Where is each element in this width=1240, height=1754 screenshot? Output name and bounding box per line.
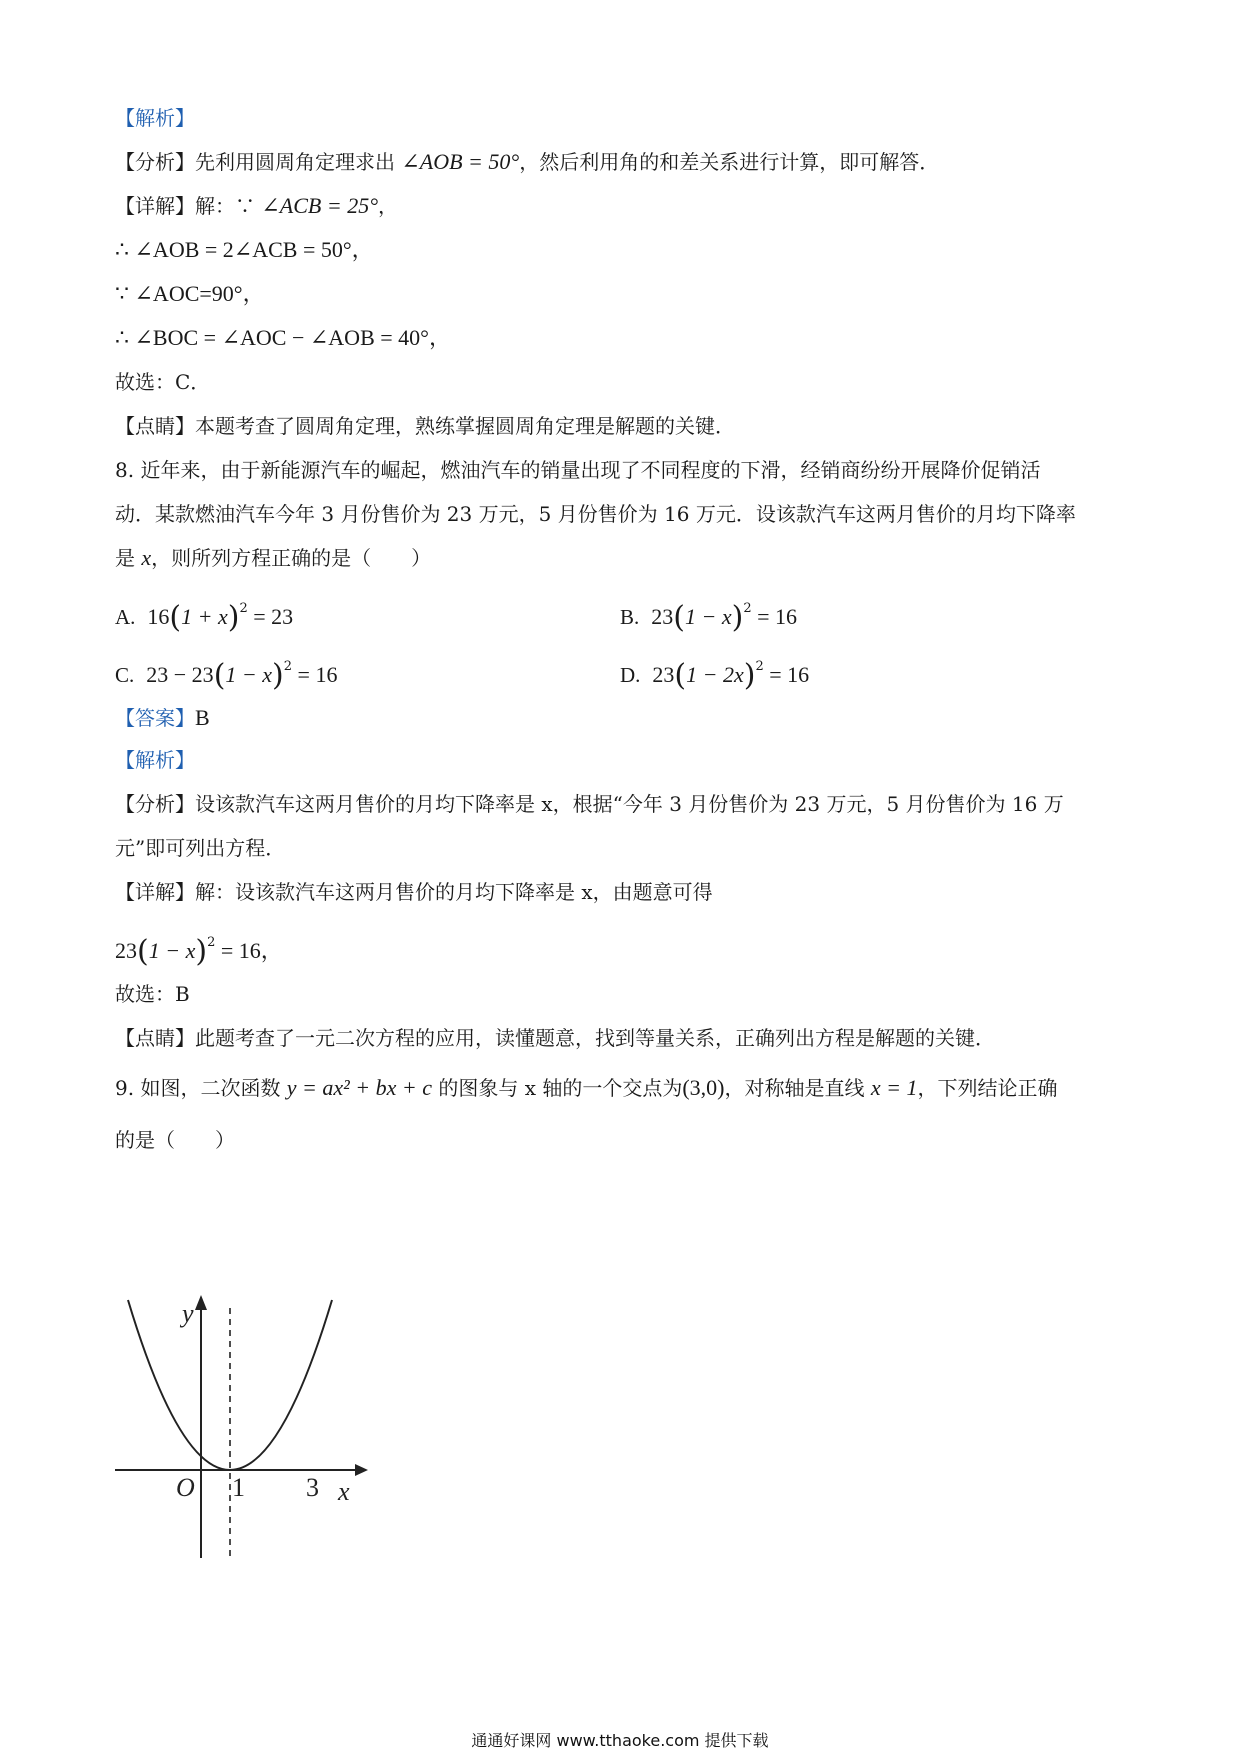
- option-label: D.: [620, 663, 641, 687]
- comment-tag: 【点睛】: [115, 414, 195, 438]
- detail-math: ∠ACB = 25°: [261, 193, 378, 218]
- page-footer: 通通好课网 www.tthaoke.com 提供下载: [471, 1731, 769, 1750]
- comment-line-2: [115, 1024, 995, 1052]
- analysis-line-1: [115, 148, 939, 176]
- x-axis-arrow: [355, 1464, 368, 1476]
- q9-text-b: 的图象与 x 轴的一个交点为: [432, 1076, 683, 1100]
- analysis-tag: 【分析】: [115, 150, 195, 174]
- option-post: = 16: [292, 662, 338, 687]
- q9-function: y = ax² + bx + c: [286, 1075, 432, 1100]
- q8-line-3: [115, 544, 431, 572]
- option-inner: 1 + x: [181, 604, 228, 629]
- answer-value: B: [195, 705, 210, 730]
- option-inner: 1 − 2x: [686, 662, 744, 687]
- parabola-diagram: [110, 1290, 370, 1570]
- step-1: ∴ ∠AOB = 2∠ACB = 50°，: [115, 237, 374, 262]
- q9-point: (3,0): [682, 1075, 725, 1100]
- detail-text: 解：设该款汽车这两月售价的月均下降率是 x，由题意可得: [195, 880, 713, 904]
- detail-tag: 【详解】: [115, 880, 195, 904]
- option-b: B. $23(1 - x)^2 = 16$: [620, 600, 798, 635]
- detail-end: ，: [378, 194, 398, 218]
- q8-line-3-b: ，则所列方程正确的是（ ）: [151, 546, 432, 570]
- comment-line-1: [115, 412, 735, 440]
- comment-text: 此题考查了一元二次方程的应用，读懂题意，找到等量关系，正确列出方程是解题的关键．: [195, 1026, 995, 1050]
- origin-label: O: [176, 1473, 195, 1502]
- x-label: x: [338, 1477, 350, 1506]
- comment-text: 本题考查了圆周角定理，熟练掌握圆周角定理是解题的关键．: [195, 414, 735, 438]
- comment-tag: 【点睛】: [115, 1026, 195, 1050]
- jiexi-tag: 【解析】: [115, 748, 195, 772]
- option-post: = 16: [763, 662, 810, 687]
- answer-tag: 【答案】: [115, 706, 195, 730]
- option-label: A.: [115, 605, 136, 629]
- tick-1-label: 1: [232, 1473, 245, 1502]
- option-label: B.: [620, 605, 640, 629]
- q9-line-2: 的是（ ）: [115, 1128, 235, 1152]
- option-post: = 16: [751, 604, 798, 629]
- option-inner: 1 − x: [225, 662, 273, 687]
- y-axis-arrow: [195, 1295, 207, 1310]
- q8-equation: $23(1 - x)^2 = 16$，: [115, 934, 283, 969]
- choice-1: 故选：C．: [115, 370, 211, 394]
- analysis-text: 先利用圆周角定理求出: [195, 150, 395, 174]
- step-3: ∴ ∠BOC = ∠AOC − ∠AOB = 40°，: [115, 325, 451, 350]
- detail-tag: 【详解】: [115, 194, 195, 218]
- analysis-tag: 【分析】: [115, 792, 195, 816]
- option-inner: 1 − x: [684, 604, 732, 629]
- analysis-text: 设该款汽车这两月售价的月均下降率是 x，根据“今年 3 月份售价为 23 万元，5 月份售价为 16 万: [195, 792, 1064, 816]
- y-label: y: [182, 1299, 194, 1328]
- jiexi-tag: 【解析】: [115, 106, 195, 130]
- analysis-text-end: ，然后利用角的和差关系进行计算，即可解答．: [519, 150, 940, 174]
- option-label: C.: [115, 663, 135, 687]
- jiexi-heading-1: [115, 104, 195, 132]
- choice-2: 故选：B: [115, 982, 190, 1006]
- q8-line-2: 动．某款燃油汽车今年 3 月份售价为 23 万元，5 月份售价为 16 万元．设该款汽车这两月售价的月均下降率: [115, 502, 1076, 526]
- q8-line-3-a: 是: [115, 546, 142, 570]
- option-pre: 23: [651, 604, 674, 629]
- equation-inner: 1 − x: [148, 938, 196, 963]
- q9-text-c: ，对称轴是直线: [724, 1076, 871, 1100]
- q8-analysis-line-2: 元”即可列出方程．: [115, 836, 286, 860]
- q9-axis: x = 1: [870, 1075, 918, 1100]
- q8-analysis-line-1: [115, 790, 1064, 818]
- answer-line: [115, 704, 210, 732]
- option-pre: 16: [147, 604, 170, 629]
- q9-text-d: ，下列结论正确: [917, 1076, 1058, 1100]
- q8-detail-line: [115, 878, 713, 906]
- step-2: ∵ ∠AOC=90°，: [115, 281, 265, 306]
- option-d: D. $23(1 - 2x)^2 = 16$: [620, 658, 810, 693]
- q9-text-a: 9. 如图，二次函数: [115, 1076, 287, 1100]
- tick-3-label: 3: [306, 1473, 319, 1502]
- q8-line-1: 8. 近年来，由于新能源汽车的崛起，燃油汽车的销量出现了不同程度的下滑，经销商纷纷开展降价促销活: [115, 458, 1041, 482]
- equation-post: = 16，: [215, 938, 283, 963]
- equation-pre: 23: [115, 938, 137, 963]
- detail-text: 解：∵: [195, 194, 262, 218]
- option-c: C. $23 - 23(1 - x)^2 = 16$: [115, 658, 338, 693]
- q8-var: x: [141, 545, 152, 570]
- q9-line-1: [115, 1074, 1058, 1102]
- analysis-math: ∠AOB = 50°: [401, 149, 520, 174]
- option-post: = 23: [247, 604, 294, 629]
- detail-line-1: [115, 192, 398, 220]
- option-a: A. $16(1 + x)^2 = 23$: [115, 600, 294, 635]
- option-pre: 23 − 23: [146, 662, 214, 687]
- jiexi-heading-2: [115, 746, 195, 774]
- option-pre: 23: [652, 662, 675, 687]
